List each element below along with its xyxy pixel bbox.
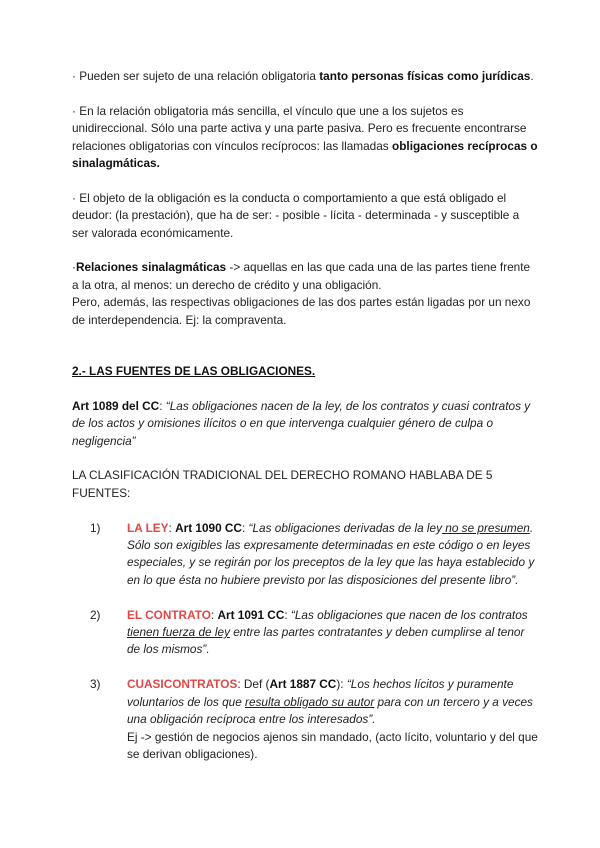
sources-list (72, 520, 538, 764)
bold-phrase: Relaciones sinalagmáticas (75, 260, 227, 275)
list-item: 2) EL CONTRATO: Art 1091 CC: “Las obligaciones que nacen de los contratos tienen fuerza de ley entre las partes contratantes y deben cumplirse al tenor de los mismos”. (90, 607, 528, 657)
paragraph-relation: · En la relación obligatoria más sencilla, el vínculo que une a los sujetos es unidireccional. Sólo una parte activa y una parte pasiva. Pero es frecuente encontrarse relaciones obligatorias con vínculos recíprocos: las llamadas obligaciones recíprocas o sinalagmáticas. (72, 103, 538, 171)
paragraph-object: · El objeto de la obligación es la conducta o comportamiento a que está obligado el deudor: (la prestación), que ha de ser: - posible - lícita - determinada - y susceptible a ser valorada económicamente. (72, 190, 520, 240)
section-heading: 2.- LAS FUENTES DE LAS OBLIGACIONES. (72, 364, 316, 379)
classification-intro: LA CLASIFICACIÓN TRADICIONAL DEL DERECHO ROMANO HABLABA DE 5 FUENTES: (72, 468, 493, 500)
list-item: 3) CUASICONTRATOS: Def (Art 1887 CC): “Los hechos lícitos y puramente voluntarios de los que resulta obligado su autor para con un tercero y a veces una obligación recíproca entre los interesados”. Ej -> gestión de negocios ajenos sin mandado, (acto lícito, voluntario y del que se derivan obligaciones). (90, 677, 538, 761)
bold-phrase: tanto personas físicas como jurídicas (319, 69, 531, 83)
paragraph-subjects: · Pueden ser sujeto de una relación obligatoria tanto personas físicas como jurídicas. (72, 69, 534, 83)
list-item: 1) LA LEY: Art 1090 CC: “Las obligaciones derivadas de la ley no se presumen. Sólo son exigibles las expresamente determinadas en este código o en leyes especiales, y se regirán por los preceptos de la ley que las haya establecido y en lo que ésta no hubiere previsto por las disposiciones del presente libro”. (90, 520, 535, 587)
paragraph-synallagmatic: ·Relaciones sinalagmáticas -> aquellas en las que cada una de las partes tiene frente a la otra, al menos: un derecho de crédito y una obligación. Pero, además, las respectivas obligaciones de las dos partes están ligadas por un nexo de interdependencia. Ej: la compraventa. (72, 260, 531, 327)
article-1089: Art 1089 del CC: “Las obligaciones nacen de la ley, de los contratos y cuasi contratos y de los actos y omisiones ilícitos o en que intervenga cualquier género de culpa o negligencia” (72, 398, 531, 448)
bold-phrase: obligaciones recíprocas o sinalagmáticas. (72, 138, 538, 171)
